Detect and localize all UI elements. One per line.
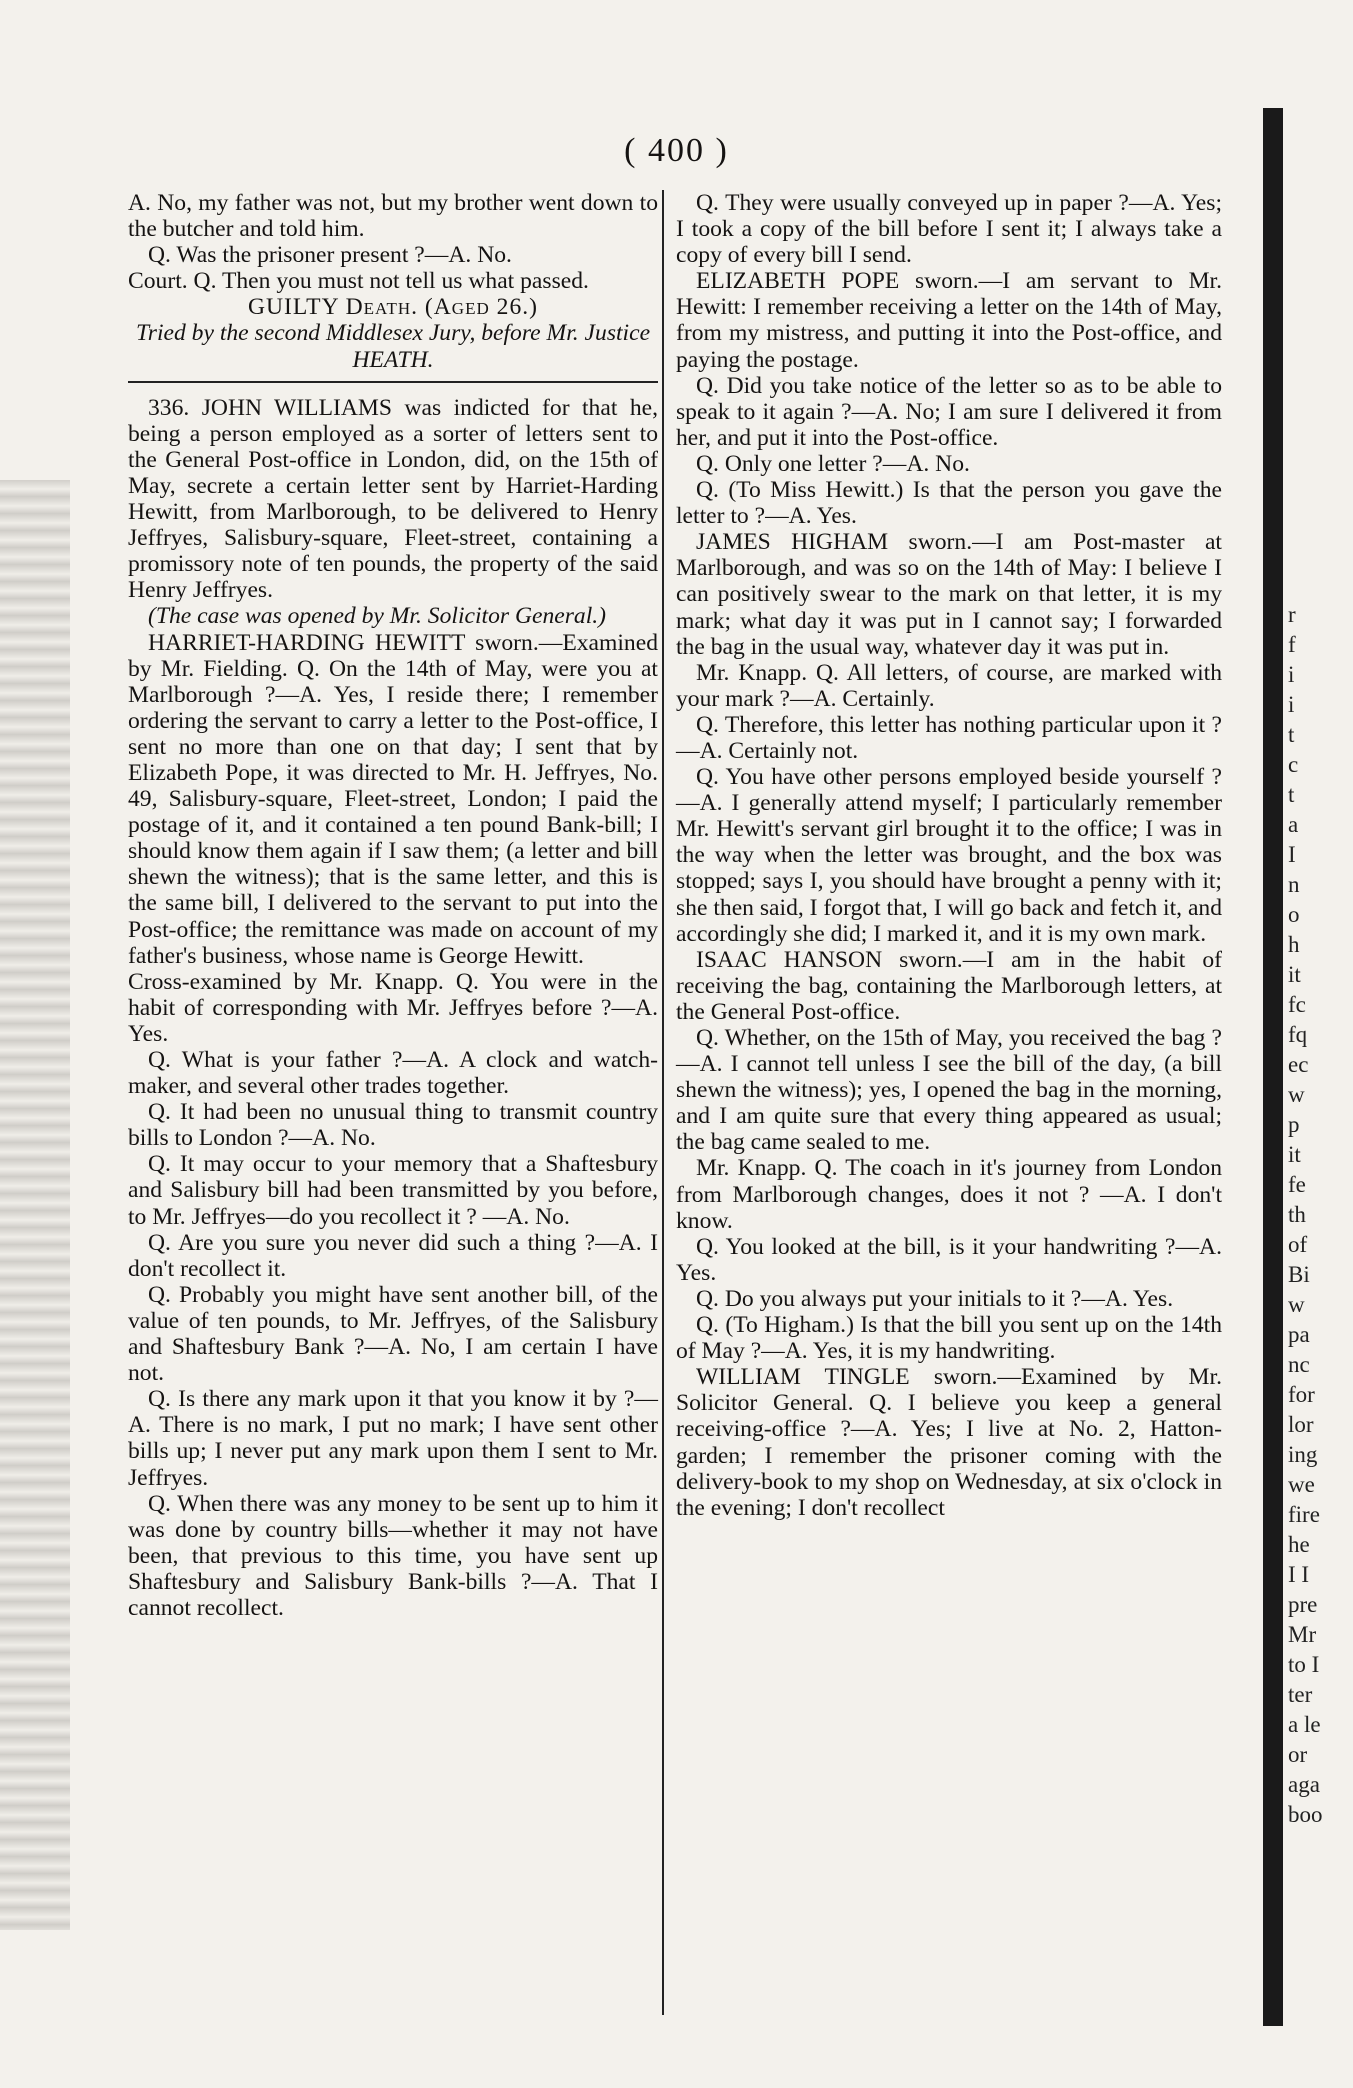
- paragraph: A. No, my father was not, but my brother went down to the butcher and told him.: [128, 190, 658, 243]
- margin-fragment: t: [1288, 722, 1295, 747]
- scan-edge-noise: [0, 480, 70, 1930]
- jury-line: Tried by the second Middlesex Jury, before Mr. Justice HEATH.: [135, 320, 651, 373]
- paragraph: Q. When there was any money to be sent up to him it was done by country bills—whether it may not have been, that previous to this time, you have sent up Shaftesbury and Salisbury Bank-bills ?—A. That I cannot recollect.: [128, 1490, 658, 1621]
- margin-fragment: n: [1288, 872, 1300, 897]
- paragraph: Q. They were usually conveyed up in paper ?—A. Yes; I took a copy of the bill before I sent it; I always take a copy of every bill I send.: [676, 190, 1222, 269]
- paragraph: Cross-examined by Mr. Knapp. Q. You were in the habit of corresponding with Mr. Jeffryes before ?—A. Yes.: [128, 968, 658, 1047]
- paragraph: Q. Did you take notice of the letter so as to be able to speak to it again ?—A. No; I am sure I delivered it from her, and put it into the Post-office.: [676, 372, 1222, 451]
- paragraph: Q. Is there any mark upon it that you know it by ?—A. There is no mark, I put no mark; I have sent other bills up; I never put any mark upon them I sent to Mr. Jeffryes.: [128, 1386, 658, 1491]
- paragraph: (The case was opened by Mr. Solicitor General.): [148, 603, 607, 630]
- margin-fragment: t: [1288, 782, 1295, 807]
- margin-fragment: o: [1288, 902, 1300, 927]
- margin-fragment: w: [1288, 1082, 1305, 1107]
- margin-fragment: i: [1288, 662, 1295, 687]
- margin-fragment: i: [1288, 692, 1295, 717]
- margin-fragment: we: [1288, 1472, 1315, 1497]
- adjacent-page-fragments: [1288, 600, 1348, 1830]
- margin-fragment: c: [1288, 752, 1299, 777]
- margin-fragment: w: [1288, 1292, 1305, 1317]
- binding-edge: [1263, 108, 1283, 2026]
- left-column: [128, 190, 658, 1621]
- section-rule: [128, 381, 658, 383]
- margin-fragment: pre: [1288, 1592, 1318, 1617]
- margin-fragment: I I: [1288, 1562, 1310, 1587]
- paragraph: Mr. Knapp. Q. All letters, of course, are marked with your mark ?—A. Certainly.: [676, 659, 1222, 712]
- margin-fragment: p: [1288, 1112, 1300, 1137]
- margin-fragment: fe: [1288, 1172, 1306, 1197]
- margin-fragment: Mr: [1288, 1622, 1317, 1647]
- paragraph: HARRIET-HARDING HEWITT sworn.—Examined by Mr. Fielding. Q. On the 14th of May, were you at Marlborough ?—A. Yes, I reside there; I remember ordering the servant to carry a letter to the Post-office, I sent no more than one on that day; I sent that by Elizabeth Pope, it was directed to Mr. H. Jeffryes, No. 49, Salisbury-square, Fleet-street, London; I paid the postage of it, and it contained a ten pound Bank-bill; I should know them again if I saw them; (a letter and bill shewn the witness); that is the same letter, and this is the same bill, I delivered to the servant to put into the Post-office; the remittance was made on account of my father's business, whose name is George Hewitt.: [128, 629, 658, 969]
- paragraph: Q. Are you sure you never did such a thing ?—A. I don't recollect it.: [128, 1229, 658, 1282]
- margin-fragment: a le: [1288, 1712, 1321, 1737]
- paragraph: Q. Therefore, this letter has nothing particular upon it ?—A. Certainly not.: [676, 711, 1222, 764]
- margin-fragment: th: [1288, 1202, 1306, 1227]
- paragraph: Q. It had been no unusual thing to transmit country bills to London ?—A. No.: [128, 1099, 658, 1152]
- column-divider: [662, 190, 664, 2015]
- margin-fragment: boo: [1288, 1802, 1323, 1827]
- margin-fragment: lor: [1288, 1412, 1314, 1437]
- margin-fragment: pa: [1288, 1322, 1310, 1347]
- indictment-paragraph: 336. JOHN WILLIAMS was indicted for that he, being a person employed as a sorter of letters sent to the General Post-office in London, did, on the 15th of May, secrete a certain letter sent by Harriet-Harding Hewitt, from Marlborough, to be delivered to Henry Jeffryes, Salisbury-square, Fleet-street, containing a promissory note of ten pounds, the property of the said Henry Jeffryes.: [128, 394, 658, 604]
- margin-fragment: or: [1288, 1742, 1308, 1767]
- margin-fragment: I: [1288, 842, 1296, 867]
- margin-fragment: fc: [1288, 992, 1306, 1017]
- margin-fragment: it: [1288, 962, 1301, 987]
- page-number: ( 400 ): [624, 132, 729, 169]
- paragraph: Q. Do you always put your initials to it ?—A. Yes.: [696, 1285, 1174, 1312]
- margin-fragment: ter: [1288, 1682, 1313, 1707]
- margin-fragment: h: [1288, 932, 1300, 957]
- margin-fragment: of: [1288, 1232, 1308, 1257]
- margin-fragment: f: [1288, 632, 1296, 657]
- paragraph: Q. Was the prisoner present ?—A. No.: [148, 242, 512, 269]
- paragraph: Q. Only one letter ?—A. No.: [696, 450, 970, 477]
- paragraph: Q. You have other persons employed beside yourself ?—A. I generally attend myself; I particularly remember Mr. Hewitt's servant girl brought it to the office; I was in the way when the letter was brought, and the box was stopped; says I, you should have brought a penny with it; she then said, I forgot that, I will go back and fetch it, and accordingly she did; I marked it, and it is my own mark.: [676, 764, 1223, 947]
- paragraph: Court. Q. Then you must not tell us what passed.: [128, 268, 589, 295]
- margin-fragment: nc: [1288, 1352, 1310, 1377]
- paragraph: JAMES HIGHAM sworn.—I am Post-master at Marlborough, and was so on the 14th of May: I believe I can positively swear to the mark on that letter, it is my mark; what day it was put in I cannot say; I forwarded the bag in the usual way, whatever day it was put in.: [676, 529, 1222, 660]
- margin-fragment: r: [1288, 602, 1296, 627]
- margin-fragment: aga: [1288, 1772, 1320, 1797]
- paragraph: Q. (To Higham.) Is that the bill you sent up on the 14th of May ?—A. Yes, it is my handwriting.: [676, 1312, 1222, 1365]
- margin-fragment: for: [1288, 1382, 1315, 1407]
- paragraph: Q. Probably you might have sent another bill, of the value of ten pounds, to Mr. Jeffryes, of the Salisbury and Shaftesbury Bank ?—A. No, I am certain I have not.: [128, 1281, 658, 1387]
- margin-fragment: ing: [1288, 1442, 1318, 1467]
- paragraph: Q. Whether, on the 15th of May, you received the bag ?—A. I cannot tell unless I see the bill of the day, (a bill shewn the witness); yes, I opened the bag in the morning, and I am quite sure that every thing appeared as usual; the bag came sealed to me.: [676, 1025, 1222, 1156]
- margin-fragment: fire: [1288, 1502, 1320, 1527]
- paragraph: WILLIAM TINGLE sworn.—Examined by Mr. Solicitor General. Q. I believe you keep a general receiving-office ?—A. Yes; I live at No. 2, Hatton-garden; I remember the prisoner coming with the delivery-book to my shop on Wednesday, at six o'clock in the evening; I don't recollect: [676, 1364, 1222, 1521]
- paragraph: Q. What is your father ?—A. A clock and watch-maker, and several other trades together.: [128, 1047, 658, 1100]
- paragraph: Q. (To Miss Hewitt.) Is that the person you gave the letter to ?—A. Yes.: [676, 477, 1222, 530]
- paragraph: Q. You looked at the bill, is it your handwriting ?—A. Yes.: [676, 1233, 1222, 1286]
- verdict-line: GUILTY Death. (Aged 26.): [247, 294, 538, 321]
- margin-fragment: to I: [1288, 1652, 1320, 1677]
- paragraph: Q. It may occur to your memory that a Shaftesbury and Salisbury bill had been transmitted by you before, to Mr. Jeffryes—do you recollect it ? —A. No.: [128, 1151, 658, 1230]
- margin-fragment: ec: [1288, 1052, 1309, 1077]
- right-column: [676, 190, 1222, 1521]
- margin-fragment: he: [1288, 1532, 1310, 1557]
- paragraph: ISAAC HANSON sworn.—I am in the habit of receiving the bag, containing the Marlborough letters, at the General Post-office.: [676, 946, 1222, 1025]
- paragraph: Mr. Knapp. Q. The coach in it's journey from London from Marlborough changes, does it not ? —A. I don't know.: [676, 1155, 1222, 1234]
- margin-fragment: a: [1288, 812, 1299, 837]
- margin-fragment: fq: [1288, 1022, 1308, 1047]
- paragraph: ELIZABETH POPE sworn.—I am servant to Mr. Hewitt: I remember receiving a letter on the 14th of May, from my mistress, and putting it into the Post-office, and paying the postage.: [676, 268, 1222, 373]
- margin-fragment: it: [1288, 1142, 1301, 1167]
- margin-fragment: Bi: [1288, 1262, 1310, 1287]
